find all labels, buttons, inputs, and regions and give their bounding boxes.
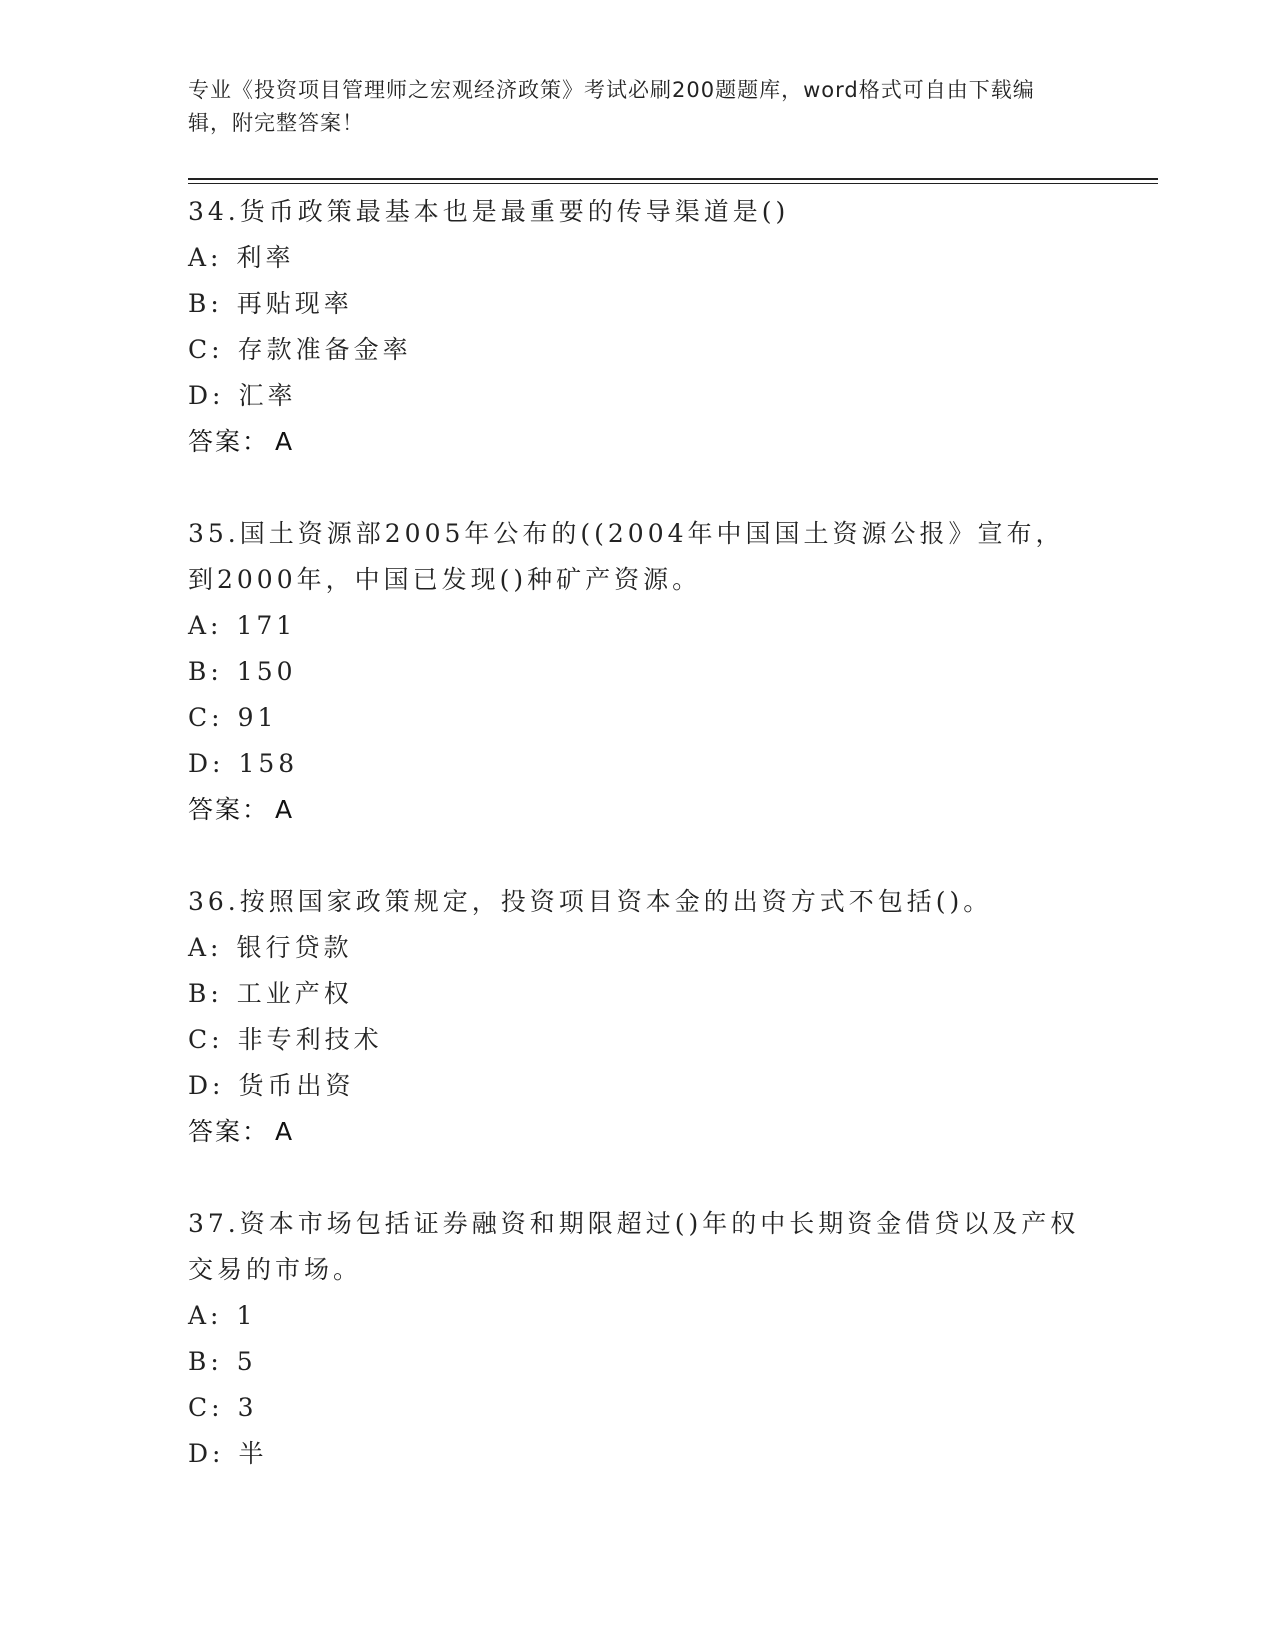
option-d — [188, 373, 1088, 419]
question-34 — [188, 189, 1088, 465]
question-list — [188, 189, 1088, 1523]
option-a — [188, 925, 1088, 971]
option-letter: A: — [188, 611, 223, 640]
option-letter: B: — [188, 979, 223, 1008]
option-b — [188, 1339, 1088, 1385]
option-letter: D: — [188, 381, 225, 410]
question-stem: 34.货币政策最基本也是最重要的传导渠道是() — [188, 197, 790, 226]
option-a — [188, 603, 1088, 649]
option-text: 158 — [238, 749, 299, 778]
question-35 — [188, 511, 1088, 833]
option-letter: A: — [188, 1301, 223, 1330]
option-letter: D: — [188, 1439, 225, 1468]
question-stem: 35.国土资源部2005年公布的((2004年中国国土资源公报》宣布，到2000年，中国已发现()种矿产资源。 — [188, 519, 1065, 594]
header-divider-thin — [188, 183, 1158, 184]
option-text: 存款准备金率 — [237, 335, 412, 364]
option-text: 5 — [236, 1347, 257, 1376]
option-text: 银行贷款 — [236, 933, 353, 962]
option-letter: B: — [188, 1347, 223, 1376]
option-text: 3 — [237, 1393, 258, 1422]
option-c — [188, 1385, 1088, 1431]
option-letter: C: — [188, 703, 224, 732]
question-stem: 36.按照国家政策规定，投资项目资本金的出资方式不包括()。 — [188, 887, 993, 916]
option-text: 利率 — [236, 243, 295, 272]
option-c — [188, 1017, 1088, 1063]
answer-value: A — [275, 795, 295, 824]
option-letter: B: — [188, 657, 223, 686]
option-letter: C: — [188, 335, 224, 364]
answer-value: A — [275, 1117, 295, 1146]
header-divider — [188, 178, 1158, 180]
option-letter: C: — [188, 1393, 224, 1422]
option-a — [188, 235, 1088, 281]
option-text: 150 — [236, 657, 297, 686]
option-letter: C: — [188, 1025, 224, 1054]
answer-line — [188, 1109, 1088, 1155]
option-b — [188, 649, 1088, 695]
option-c — [188, 695, 1088, 741]
option-letter: B: — [188, 289, 223, 318]
option-text: 工业产权 — [236, 979, 353, 1008]
option-d — [188, 1431, 1088, 1477]
option-letter: D: — [188, 1071, 225, 1100]
answer-line — [188, 419, 1088, 465]
option-letter: A: — [188, 243, 223, 272]
option-text: 再贴现率 — [236, 289, 353, 318]
option-text: 非专利技术 — [237, 1025, 383, 1054]
option-letter: D: — [188, 749, 225, 778]
document-header: 专业《投资项目管理师之宏观经济政策》考试必刷200题题库，word格式可自由下载编辑，附完整答案！ — [188, 78, 1035, 135]
option-text: 半 — [238, 1439, 268, 1468]
answer-label: 答案： — [188, 427, 270, 456]
option-a — [188, 1293, 1088, 1339]
option-b — [188, 971, 1088, 1017]
option-letter: A: — [188, 933, 223, 962]
question-36 — [188, 879, 1088, 1155]
answer-label: 答案： — [188, 795, 270, 824]
answer-label: 答案： — [188, 1117, 270, 1146]
option-d — [188, 1063, 1088, 1109]
option-text: 1 — [236, 1301, 257, 1330]
option-text: 汇率 — [238, 381, 297, 410]
option-text: 91 — [237, 703, 278, 732]
option-d — [188, 741, 1088, 787]
answer-value: A — [275, 427, 295, 456]
option-b — [188, 281, 1088, 327]
option-c — [188, 327, 1088, 373]
question-stem: 37.资本市场包括证券融资和期限超过()年的中长期资金借贷以及产权交易的市场。 — [188, 1209, 1080, 1284]
question-37 — [188, 1201, 1088, 1477]
option-text: 货币出资 — [238, 1071, 355, 1100]
answer-line — [188, 787, 1088, 833]
option-text: 171 — [236, 611, 297, 640]
